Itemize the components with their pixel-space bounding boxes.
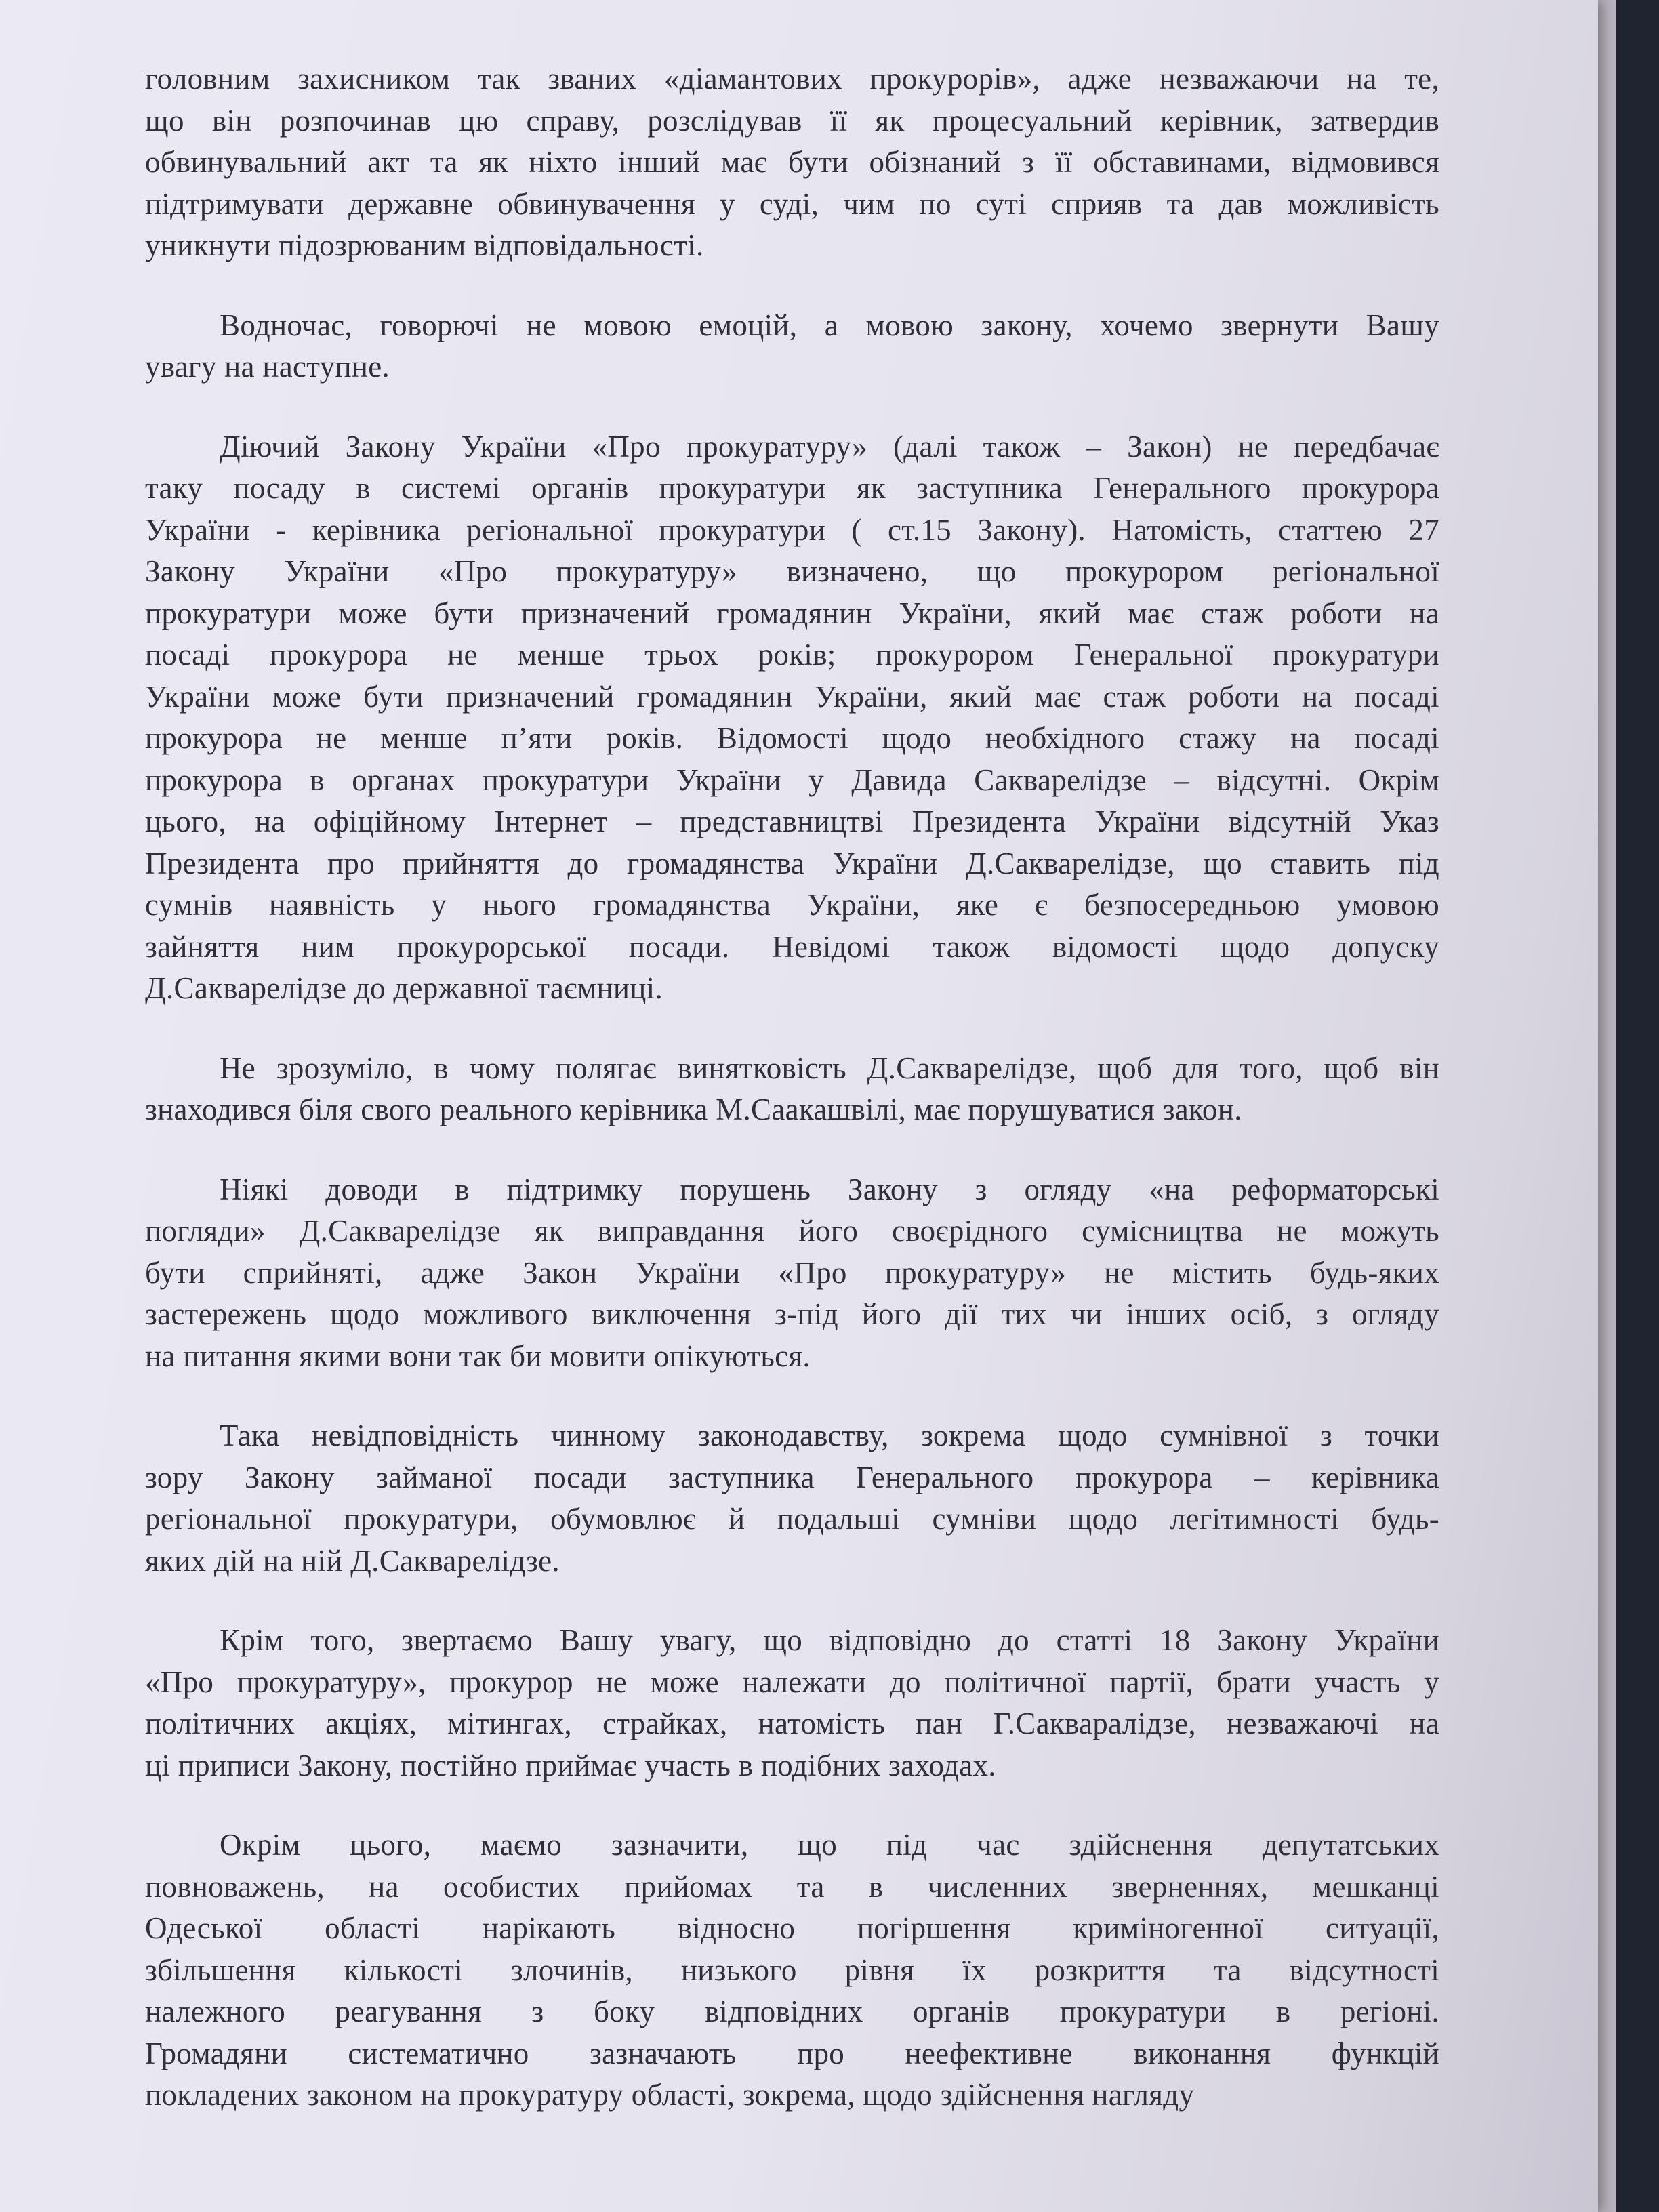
paragraph-line: Крім того, звертаємо Вашу увагу, що відповідно до статті 18 Закону України: [220, 1623, 1439, 1657]
paragraph-line: України - керівника регіональної прокуратури ( ст.15 Закону). Натомість, статтею 27: [145, 512, 1439, 547]
paragraph-line: політичних акціях, мітингах, страйках, натомість пан Г.Сакваралідзе, незважаючі на: [145, 1706, 1439, 1740]
paragraph-line: прокурора не менше п’яти років. Відомості щодо необхідного стажу на посаді: [145, 721, 1439, 755]
paragraph-line: ці приписи Закону, постійно приймає участь в подібних заходах.: [145, 1748, 996, 1782]
paragraph-line: таку посаду в системі органів прокуратури як заступника Генерального прокурора: [145, 471, 1439, 505]
paragraph-line: Така невідповідність чинному законодавству, зокрема щодо сумнівної з точки: [220, 1418, 1439, 1452]
paragraph-p4: [145, 1048, 1439, 1131]
paragraph-line: Одеської області нарікають відносно погіршення криміногенної ситуації,: [145, 1911, 1439, 1945]
paragraph-line: належного реагування з боку відповідних органів прокуратури в регіоні.: [145, 1994, 1439, 2028]
paragraph-p1: [145, 58, 1439, 267]
paragraph-line: на питання якими вони так би мовити опікуються.: [145, 1338, 811, 1373]
paragraph-line: Президента про прийняття до громадянства України Д.Сакварелідзе, що ставить під: [145, 846, 1439, 880]
paragraph-line: цього, на офіційному Інтернет – представництві Президента України відсутній Указ: [145, 804, 1439, 838]
paragraph-line: зору Закону займаної посади заступника Генерального прокурора – керівника: [145, 1460, 1439, 1494]
paragraph-line: уникнути підозрюваним відповідальності.: [145, 228, 704, 262]
paragraph-line: головним захисником так званих «діамантових прокурорів», адже незважаючи на те,: [145, 62, 1439, 96]
paragraph-line: сумнів наявність у нього громадянства України, яке є безпосередньою умовою: [145, 888, 1439, 922]
paragraph-line: Д.Сакварелідзе до державної таємниці.: [145, 971, 663, 1005]
paragraph-p6: [145, 1415, 1439, 1582]
document-body: [145, 58, 1439, 2154]
paragraph-line: повноважень, на особистих прийомах та в численних зверненнях, мешканці: [145, 1869, 1439, 1904]
paragraph-line: Ніякі доводи в підтримку порушень Закону з огляду «на реформаторські: [220, 1172, 1439, 1206]
paragraph-line: застережень щодо можливого виключення з-під його дії тих чи інших осіб, з огляду: [145, 1297, 1439, 1331]
paragraph-line: прокуратури може бути призначений громадянин України, який має стаж роботи на: [145, 596, 1439, 630]
paragraph-p2: [145, 305, 1439, 388]
paragraph-line: яких дій на ній Д.Сакварелідзе.: [145, 1543, 560, 1578]
paragraph-line: увагу на наступне.: [145, 350, 390, 384]
paragraph-line: підтримувати державне обвинувачення у суді, чим по суті сприяв та дав можливість: [145, 186, 1439, 221]
paragraph-line: Діючий Закону України «Про прокуратуру» (далі також – Закон) не передбачає: [220, 429, 1439, 464]
paragraph-line: Громадяни систематично зазначають про неефективне виконання функцій: [145, 2036, 1439, 2070]
paragraph-line: зайняття ним прокурорської посади. Невідомі також відомості щодо допуску: [145, 929, 1439, 964]
paragraph-line: регіональної прокуратури, обумовлює й подальші сумніви щодо легітимності будь-: [145, 1502, 1439, 1536]
paragraph-line: посаді прокурора не менше трьох років; прокурором Генеральної прокуратури: [145, 638, 1439, 672]
paragraph-p3: [145, 426, 1439, 1010]
paragraph-line: покладених законом на прокуратуру області, зокрема, щодо здійснення нагляду: [145, 2078, 1195, 2112]
paragraph-line: обвинувальний акт та як ніхто інший має бути обізнаний з її обставинами, відмовився: [145, 145, 1439, 179]
paragraph-line: Не зрозуміло, в чому полягає винятковість Д.Сакварелідзе, щоб для того, щоб він: [220, 1050, 1439, 1085]
paragraph-line: України може бути призначений громадянин України, який має стаж роботи на посаді: [145, 679, 1439, 714]
paragraph-line: що він розпочинав цю справу, розслідував її як процесуальний керівник, затвердив: [145, 103, 1439, 138]
paragraph-p8: [145, 1824, 1439, 2116]
paragraph-line: погляди» Д.Сакварелідзе як виправдання його своєрідного сумісництва не можуть: [145, 1214, 1439, 1248]
paragraph-line: збільшення кількості злочинів, низького рівня їх розкриття та відсутності: [145, 1952, 1439, 1987]
paragraph-line: «Про прокуратуру», прокурор не може належати до політичної партії, брати участь у: [145, 1664, 1439, 1699]
paragraph-line: прокурора в органах прокуратури України у Давида Сакварелідзе – відсутні. Окрім: [145, 762, 1439, 797]
paragraph-line: знаходився біля свого реального керівника М.Саакашвілі, має порушуватися закон.: [145, 1092, 1242, 1126]
paragraph-p7: [145, 1620, 1439, 1786]
paragraph-line: Водночас, говорючі не мовою емоцій, а мовою закону, хочемо звернути Вашу: [220, 308, 1439, 342]
paragraph-line: Закону України «Про прокуратуру» визначено, що прокурором регіональної: [145, 554, 1439, 588]
paragraph-line: Окрім цього, маємо зазначити, що під час здійснення депутатських: [220, 1828, 1439, 1862]
paragraph-p5: [145, 1169, 1439, 1378]
paragraph-line: бути сприйняті, адже Закон України «Про прокуратуру» не містить будь-яких: [145, 1255, 1439, 1290]
